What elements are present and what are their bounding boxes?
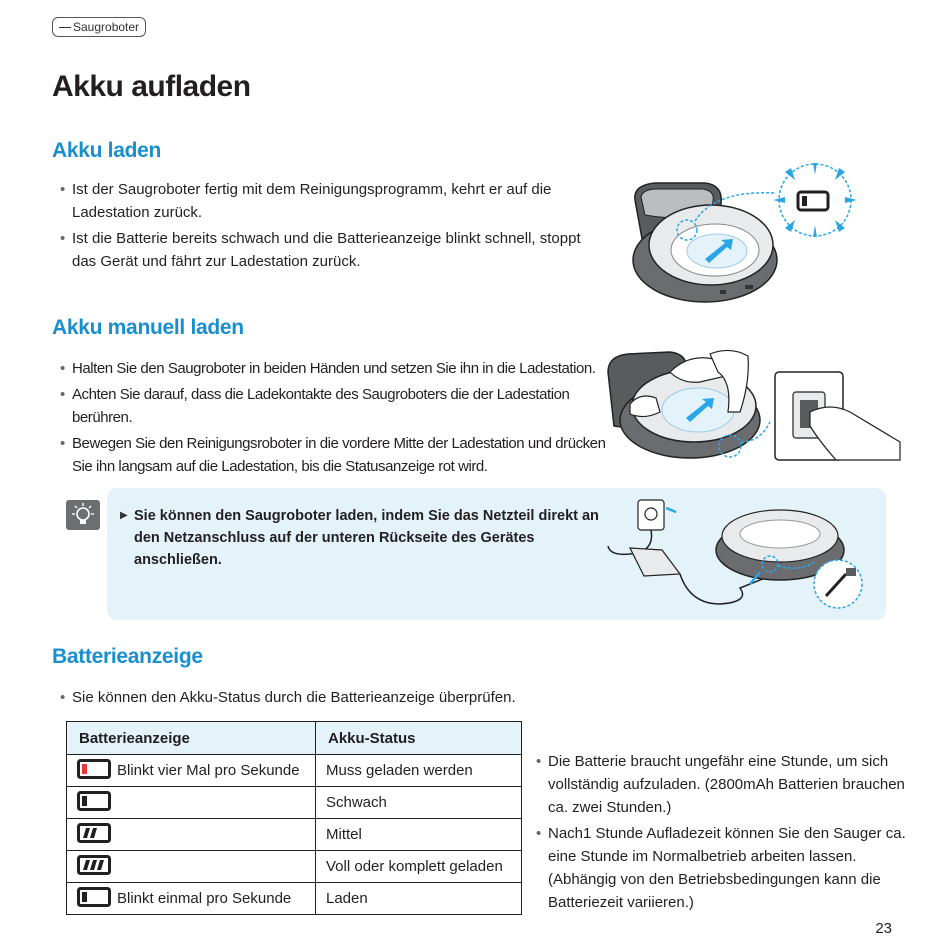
akku-laden-list bbox=[52, 178, 592, 276]
table-header-cell: Akku-Status bbox=[316, 722, 522, 755]
battery-full-icon bbox=[77, 855, 113, 879]
table-row bbox=[67, 883, 522, 915]
battery-low-icon bbox=[77, 791, 113, 815]
adapter-illustration bbox=[600, 492, 870, 614]
robot-docking-illustration bbox=[625, 155, 865, 315]
page-title: Akku aufladen bbox=[52, 70, 251, 103]
batterieanzeige-intro-list bbox=[52, 686, 612, 712]
battery-medium-icon bbox=[77, 823, 113, 847]
page-number: 23 bbox=[875, 920, 892, 937]
table-row bbox=[67, 755, 522, 787]
table-header-cell: Batterieanzeige bbox=[67, 722, 316, 755]
arrow-right-icon: ▶ bbox=[120, 510, 128, 521]
tip-text: ▶ Sie können den Saugroboter laden, indem Sie das Netzteil direkt an den Netzanschluss auf der unteren Rückseite des Gerätes anschließen. bbox=[120, 505, 600, 571]
table-row bbox=[67, 819, 522, 851]
table-cell: Blinkt einmal pro Sekunde bbox=[67, 883, 316, 915]
table-cell bbox=[67, 819, 316, 851]
table-header-row bbox=[67, 722, 522, 755]
battery-charging-icon bbox=[77, 887, 113, 911]
table-cell: Blinkt vier Mal pro Sekunde bbox=[67, 755, 316, 787]
battery-status-table bbox=[66, 721, 522, 915]
table-cell bbox=[67, 851, 316, 883]
battery-empty-red-icon bbox=[77, 759, 113, 783]
table-cell: Muss geladen werden bbox=[316, 755, 522, 787]
heading-akku-laden: Akku laden bbox=[52, 139, 162, 162]
table-cell: Voll oder komplett geladen bbox=[316, 851, 522, 883]
list-item: • Achten Sie darauf, dass die Ladekontakte des Saugroboters die der Ladestation berühren. bbox=[52, 383, 612, 429]
section-tag: Saugroboter bbox=[52, 17, 146, 37]
list-item: • Ist der Saugroboter fertig mit dem Reinigungsprogramm, kehrt er auf die Ladestation zurück. bbox=[52, 178, 592, 224]
table-cell: Schwach bbox=[316, 787, 522, 819]
lightbulb-icon bbox=[66, 500, 100, 530]
list-item: • Halten Sie den Saugroboter in beiden Händen und setzen Sie ihn in die Ladestation. bbox=[52, 357, 612, 380]
akku-manuell-list bbox=[52, 357, 612, 481]
table-row bbox=[67, 851, 522, 883]
list-item: • Bewegen Sie den Reinigungsroboter in die vordere Mitte der Ladestation und drücken Sie ihn langsam auf die Ladestation, bis die Statusanzeige rot wird. bbox=[52, 432, 612, 478]
table-cell: Laden bbox=[316, 883, 522, 915]
table-row bbox=[67, 787, 522, 819]
list-item: • Ist die Batterie bereits schwach und die Batterieanzeige blinkt schnell, stoppt das Gerät und fährt zur Ladestation zurück. bbox=[52, 227, 592, 273]
manual-charging-illustration bbox=[600, 342, 910, 472]
list-item: • Nach1 Stunde Aufladezeit können Sie den Sauger ca. eine Stunde im Normalbetrieb arbeiten lassen. (Abhängig von den Betriebsbedingungen kann die Batteriezeit variieren.) bbox=[528, 822, 918, 914]
heading-akku-manuell-laden: Akku manuell laden bbox=[52, 316, 244, 339]
heading-batterieanzeige: Batterieanzeige bbox=[52, 645, 203, 668]
table-cell: Mittel bbox=[316, 819, 522, 851]
battery-notes-list bbox=[528, 750, 918, 917]
list-item: • Die Batterie braucht ungefähr eine Stunde, um sich vollständig aufzuladen. (2800mAh Batterien brauchen ca. zwei Stunden.) bbox=[528, 750, 918, 819]
table-cell bbox=[67, 787, 316, 819]
list-item: • Sie können den Akku-Status durch die Batterieanzeige überprüfen. bbox=[52, 686, 612, 709]
